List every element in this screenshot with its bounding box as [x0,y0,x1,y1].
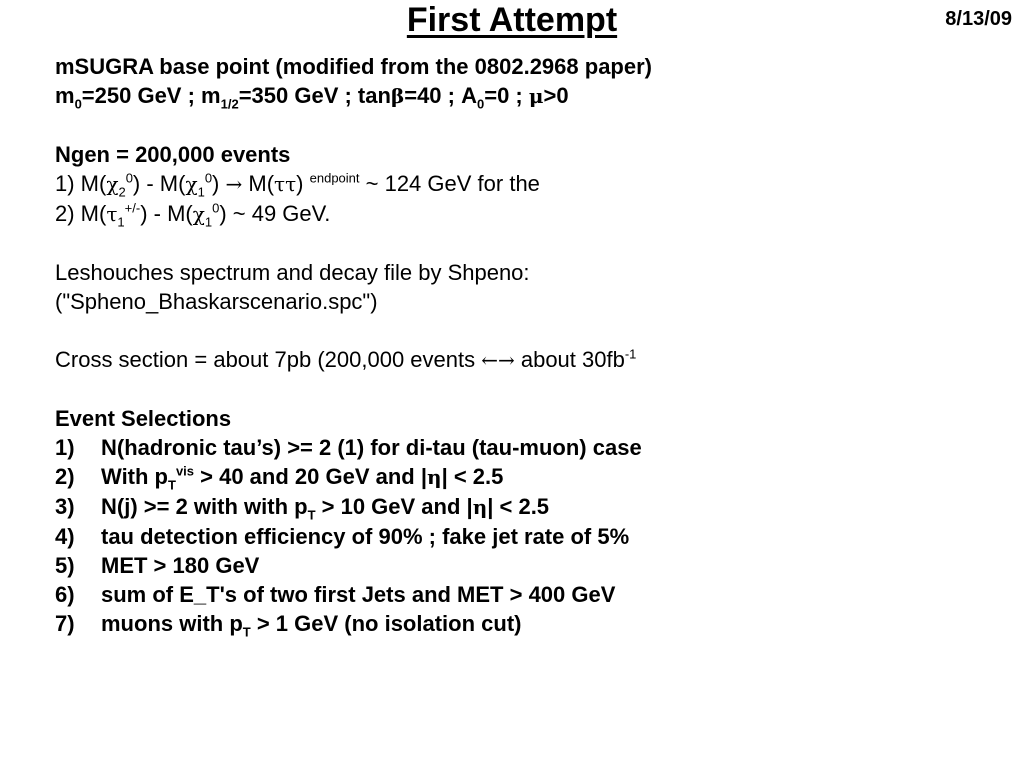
param-a0-sub: 0 [476,96,485,112]
spacer [55,375,1005,404]
base-point-line: mSUGRA base point (modified from the 0802.2968 paper) [55,54,652,79]
list-text: | < 2.5 [487,494,550,519]
chi-sup: 0 [125,170,133,186]
text-fragment: 1) M( [55,171,107,196]
endpoint-sup: endpoint [309,170,360,186]
list-text: | < 2.5 [441,464,504,489]
list-number: 6) [55,582,75,607]
chi-sup: 0 [204,170,213,186]
param-mu-value: >0 [543,83,569,108]
endpoint-line-2 [55,199,1005,229]
list-item [55,522,1005,551]
list-text: With p [101,464,168,489]
list-item [55,580,1005,609]
chi-sub: 2 [118,184,126,200]
slide-content [55,52,1005,638]
selections-list [55,433,1005,638]
list-text: N(j) >= 2 with with p [101,494,308,519]
spacer [55,111,1005,140]
list-item [55,492,1005,522]
tau-sub: 1 [117,214,125,230]
tau-symbol: τ [106,202,118,226]
pt-sub: T [168,477,176,493]
list-item [55,462,1005,492]
tau-sup: +/- [124,200,141,216]
text-fragment: M( [242,171,275,196]
spacer [55,316,1005,345]
pt-sub: T [307,507,316,523]
spectrum-line-2: ("Spheno_Bhaskarscenario.spc") [55,289,378,314]
chi-sub: 1 [204,214,213,230]
text-fragment: ) - M( [140,201,193,226]
eta-symbol: η [472,495,488,519]
endpoint-line-1 [55,169,1005,199]
list-number: 3) [55,494,75,519]
param-m0-value: =250 GeV ; m [81,83,221,108]
right-arrow-icon: → [225,172,243,196]
list-item [55,551,1005,580]
list-item [55,433,1005,462]
chi-symbol: χ [106,172,119,196]
chi-sup: 0 [212,200,220,216]
param-m12-value: =350 GeV ; tan [238,83,391,108]
tautau-symbol: ττ [274,172,297,196]
list-text: > 40 and 20 GeV and | [194,464,428,489]
param-m0-sub: 0 [74,96,82,112]
slide-date: 8/13/09 [945,8,1012,30]
spacer [55,229,1005,258]
param-tanb-value: =40 ; A [404,83,477,108]
list-text: > 1 GeV (no isolation cut) [250,611,522,636]
list-text: tau detection efficiency of 90% ; fake jet rate of 5% [101,524,630,549]
list-number: 4) [55,524,75,549]
beta-symbol: β [390,84,405,108]
chi-symbol: χ [185,172,198,196]
list-text: muons with p [101,611,243,636]
param-m0: m [55,83,75,108]
list-number: 1) [55,435,75,460]
slide-title: First Attempt [406,1,618,39]
cross-section-line [55,345,1005,375]
text-fragment: ) [212,171,226,196]
pt-sub: T [242,624,251,640]
param-m12-sub: 1/2 [220,96,239,112]
list-item [55,609,1005,638]
list-text: sum of E_T's of two first Jets and MET > 400 GeV [101,582,616,607]
param-a0-value: =0 ; [484,83,529,108]
list-text: MET > 180 GeV [101,553,260,578]
text-fragment: ~ 124 GeV for the [359,171,540,196]
mu-symbol: μ [528,84,544,108]
list-number: 2) [55,464,75,489]
vis-sup: vis [175,463,195,479]
text-fragment: about 30fb [514,347,625,372]
cross-section-sup: -1 [624,346,637,362]
parameters-line [55,81,1005,111]
text-fragment: ) [296,171,310,196]
ngen-line: Ngen = 200,000 events [55,142,291,167]
list-number: 7) [55,611,75,636]
text-fragment: ) - M( [132,171,186,196]
text-fragment: ) ~ 49 GeV. [219,201,331,226]
left-right-arrows-icon: ←→ [481,348,515,372]
chi-symbol: χ [192,202,205,226]
list-text: N(hadronic tau’s) >= 2 (1) for di-tau (tau-muon) case [101,435,642,460]
eta-symbol: η [427,465,442,489]
text-fragment: 2) M( [55,201,107,226]
chi-sub: 1 [197,184,205,200]
selections-heading: Event Selections [55,406,232,431]
list-number: 5) [55,553,75,578]
list-text: > 10 GeV and | [315,494,473,519]
spectrum-line-1: Leshouches spectrum and decay file by Shpeno: [55,260,530,285]
text-fragment: Cross section = about 7pb (200,000 events [55,347,482,372]
